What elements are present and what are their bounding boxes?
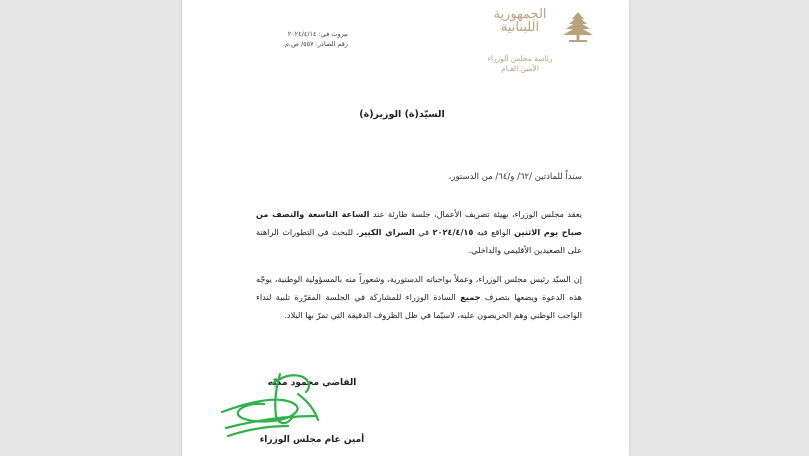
p2-text-b: السادة الوزراء للمشاركة في الجلسة المقرّرة تلبية لنداء الواجب الوطني وهم الحريصون عليه، لاسيّما في ظل الظروف الدقيقة التي تمرّ بها البلاد.: [256, 292, 582, 320]
cedar-emblem-icon: [560, 10, 596, 46]
signatory-title: أمين عام مجلس الوزراء: [259, 435, 365, 445]
p1-text-b: الواقع فيه: [473, 227, 515, 237]
letter-reference-number: رقم الصادر: ٥٥٧/ ص.م.: [282, 40, 348, 48]
paragraph-session: [256, 205, 582, 259]
p1-text-c: في: [414, 227, 433, 237]
office-title-line1: رئاسة مجلس الوزراء: [487, 54, 553, 63]
p2-bold: جميع: [460, 292, 481, 302]
constitution-reference: سنداً للمادتين /٦٢/ و/٦٤/ من الدستور،: [448, 172, 582, 182]
office-title-line2: الأمين العـام: [501, 64, 539, 73]
p1-text-d: ، للبحث في التطورات الراهنة على الصعيدين الأقليمي والداخلي.: [256, 227, 582, 255]
paragraph-invitation: [256, 270, 582, 324]
left-background: [0, 0, 182, 456]
signatory-name: القاضي محمود مكيّه: [267, 378, 357, 388]
p1-time: الساعة التاسعة والنصف من صباح يوم الاثنين: [256, 209, 582, 237]
handwritten-signature: [216, 354, 336, 440]
addressee: السيّد(ة) الوزير(ة): [359, 109, 445, 120]
letter-meta: [230, 29, 348, 49]
p1-place: السراي الكبير: [359, 227, 415, 237]
office-title: [482, 54, 558, 74]
republic-title: [484, 8, 556, 34]
republic-title-line1: الجمهورية: [493, 7, 547, 22]
letter-page: [182, 0, 629, 456]
p1-date: ٢٠٢٤/٤/١٥: [432, 227, 474, 237]
p2-text-a: إن السيّد رئيس مجلس الوزراء، وعملاً بواجباته الدستورية، وشعوراً منه بالمسؤولية الوطنية، يوجّه هذه الدعوة ويضعها بتصرف: [256, 274, 582, 302]
republic-title-line2: اللبنانية: [500, 20, 540, 35]
letter-date: بيروت في: ٢٠٢٤/٤/١٤: [287, 30, 348, 38]
p1-text-a: يعقد مجلس الوزراء، بهيئة تصريف الأعمال، جلسة طارئة عند: [369, 209, 582, 219]
right-background: [629, 0, 809, 456]
